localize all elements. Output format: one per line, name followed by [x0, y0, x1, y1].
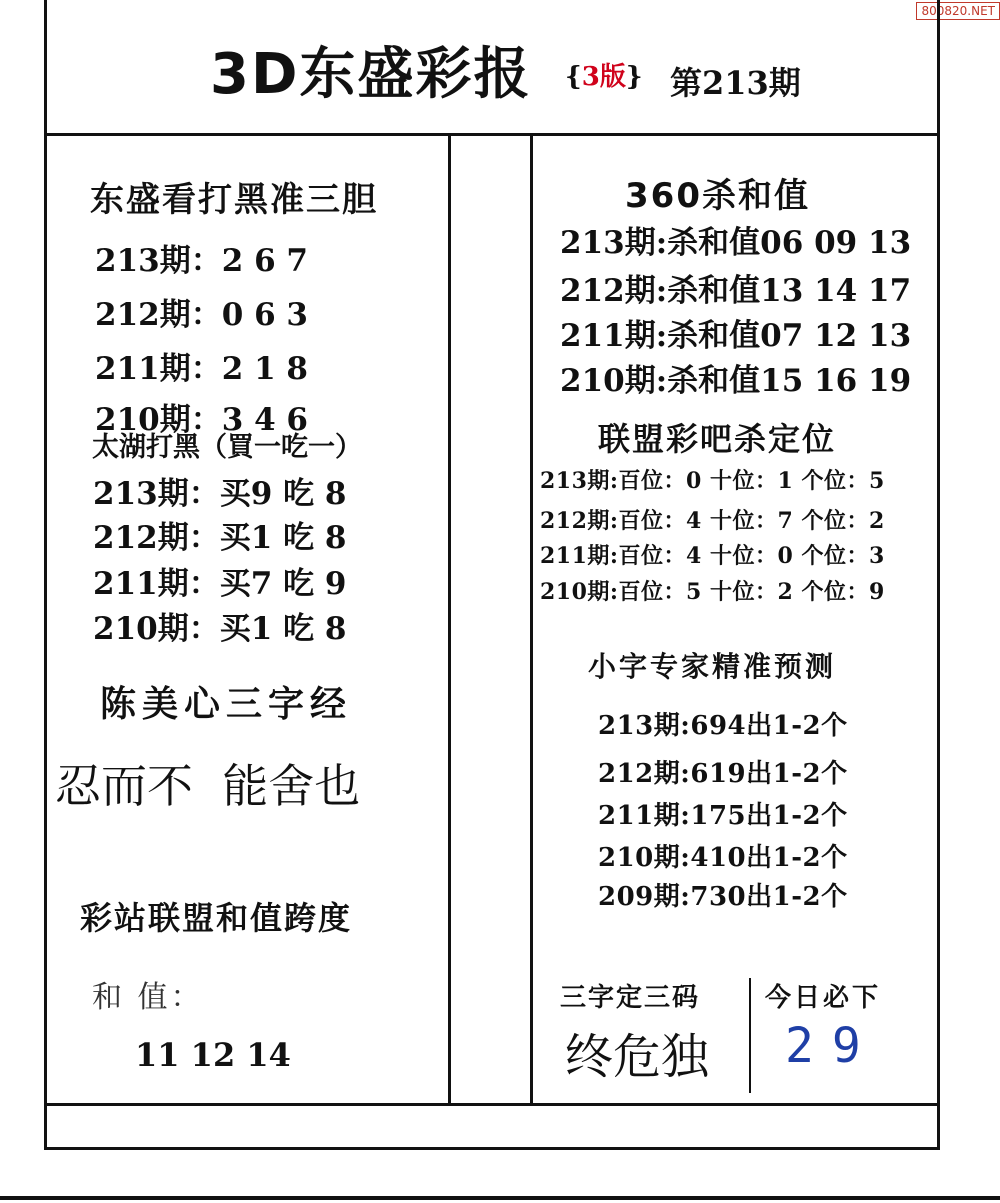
section-title-xiaozi: 小字专家精准预测 — [588, 650, 837, 683]
page-title: 3D东盛彩报 — [210, 42, 532, 107]
taihu-row: 213期：买9 吃 8 — [93, 476, 347, 512]
taihu-row: 210期：买1 吃 8 — [93, 611, 347, 647]
footer-divider — [44, 1103, 940, 1106]
sha-hezhi-row: 211期:杀和值07 12 13 — [560, 318, 912, 354]
bixia-numbers: 29 — [785, 1018, 879, 1074]
sha-hezhi-row: 210期:杀和值15 16 19 — [560, 363, 912, 399]
dingwei-row: 210期:百位：5 十位：2 个位：9 — [540, 579, 885, 605]
section-title-taihu: 太湖打黑（買一吃一） — [92, 432, 362, 463]
section-title-sanzi: 三字定三码 — [560, 983, 701, 1013]
watermark: 800820.NET — [916, 2, 1000, 20]
column-divider-right — [530, 136, 533, 1103]
xiaozi-row: 210期:410出1-2个 — [598, 843, 848, 873]
hezhi-values: 11 12 14 — [135, 1036, 291, 1074]
xiaozi-row: 212期:619出1-2个 — [598, 759, 848, 789]
section-title-hezhi: 彩站联盟和值跨度 — [80, 899, 353, 937]
sanzijing-text: 忍而不 能舍也 — [55, 759, 361, 813]
xiaozi-row: 209期:730出1-2个 — [598, 882, 848, 912]
header-divider — [44, 133, 940, 136]
xiaozi-row: 211期:175出1-2个 — [598, 801, 848, 831]
column-divider-left — [448, 136, 451, 1103]
xiaozi-row: 213期:694出1-2个 — [598, 711, 848, 741]
section-title-dingwei: 联盟彩吧杀定位 — [598, 420, 837, 458]
section-title-bixia: 今日必下 — [765, 983, 882, 1013]
dingwei-row: 213期:百位：0 十位：1 个位：5 — [540, 468, 885, 494]
taihu-row: 211期：买7 吃 9 — [93, 566, 347, 602]
sanzi-text: 终危独 — [565, 1029, 710, 1085]
section-title-sha-hezhi: 360杀和值 — [625, 176, 810, 216]
sandan-row: 213期：2 6 7 — [95, 243, 309, 279]
page-bottom-rule — [0, 1196, 1000, 1200]
sha-hezhi-row: 212期:杀和值13 14 17 — [560, 273, 912, 309]
issue-number: 第213期 — [670, 64, 801, 102]
sandan-row: 212期：0 6 3 — [95, 297, 309, 333]
taihu-row: 212期：买1 吃 8 — [93, 520, 347, 556]
section-title-sanzijing: 陈美心三字经 — [100, 684, 353, 725]
dingwei-row: 211期:百位：4 十位：0 个位：3 — [540, 543, 885, 569]
bottom-section-divider — [749, 978, 751, 1093]
section-title-sandan: 东盛看打黑准三胆 — [90, 180, 378, 220]
hezhi-label: 和 值： — [92, 980, 204, 1015]
edition-badge: {3版} — [565, 62, 643, 92]
dingwei-row: 212期:百位：4 十位：7 个位：2 — [540, 508, 885, 534]
sandan-row: 210期：3 4 6 — [95, 402, 309, 438]
sandan-row: 211期：2 1 8 — [95, 351, 309, 387]
sha-hezhi-row: 213期:杀和值06 09 13 — [560, 225, 912, 261]
